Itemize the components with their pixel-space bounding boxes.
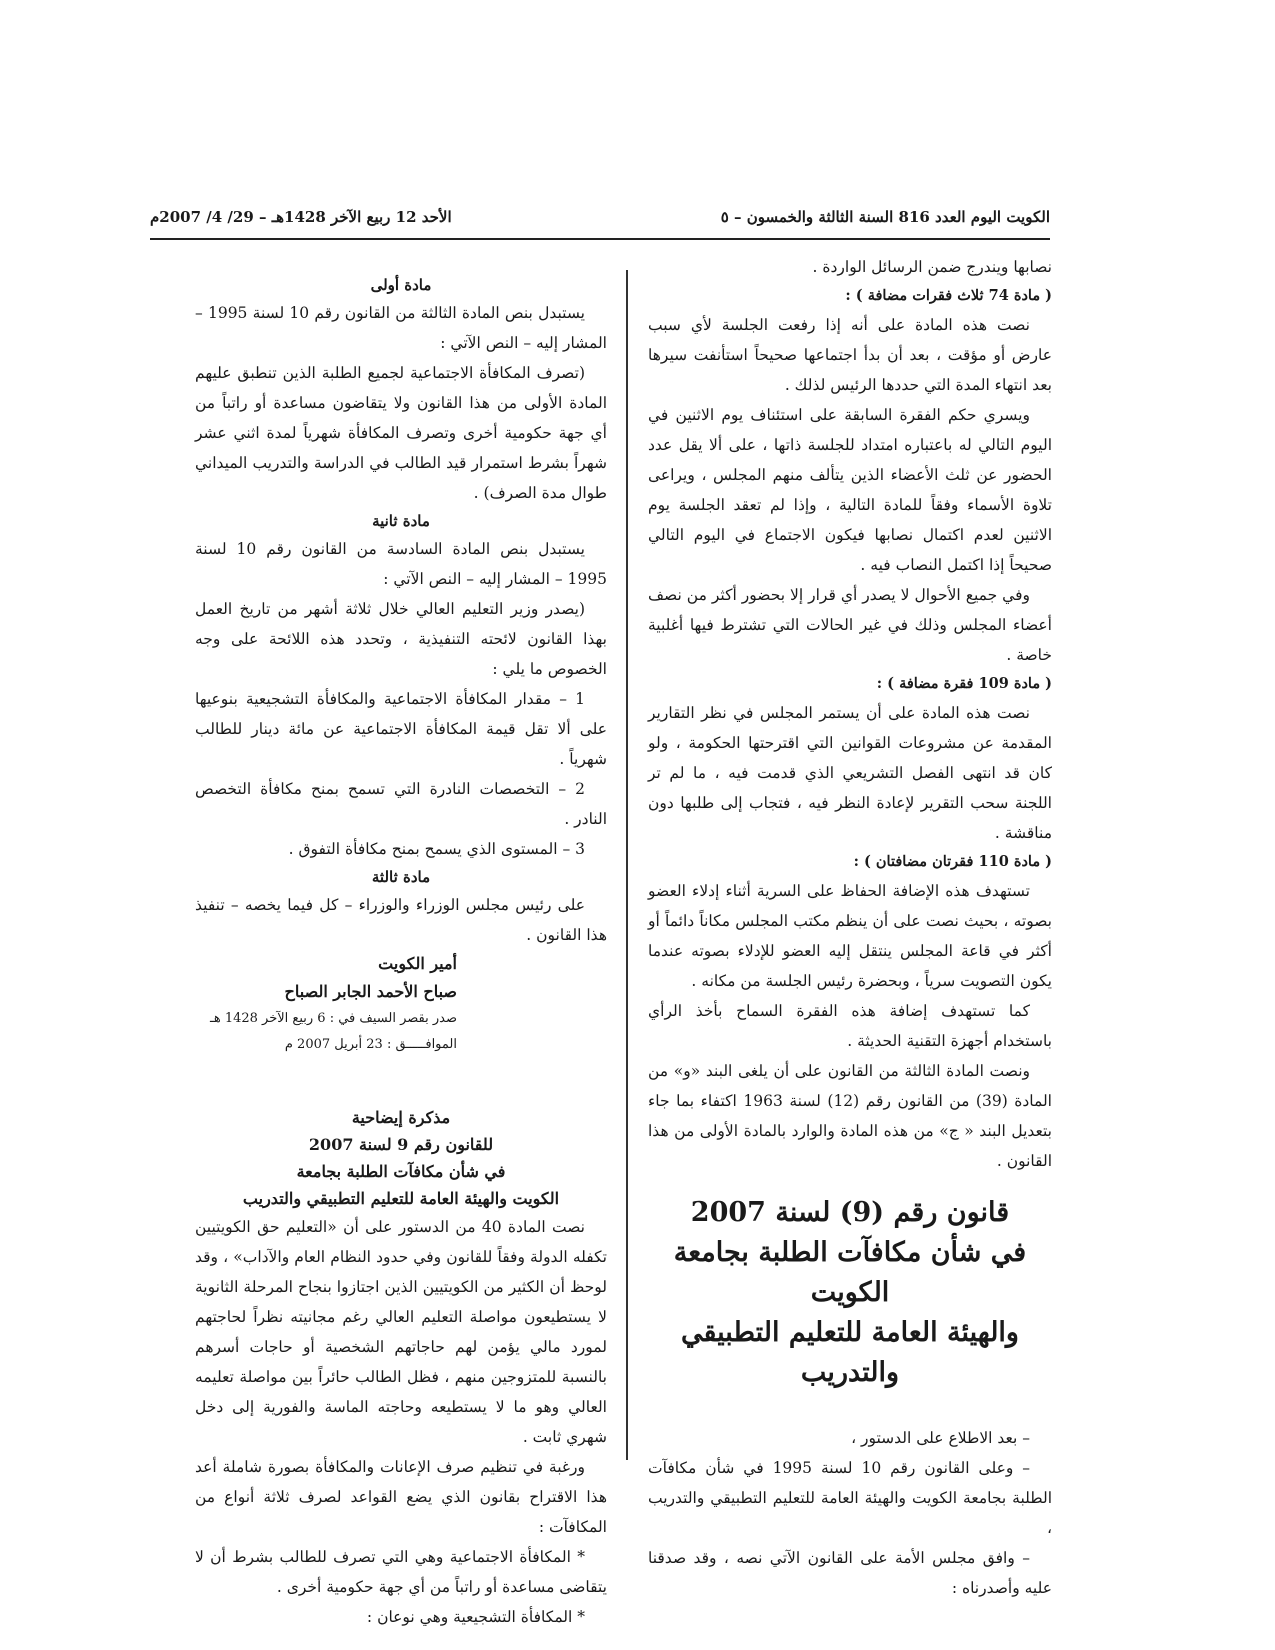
memo-title: في شأن مكافآت الطلبة بجامعة [296,1162,506,1181]
paragraph: على رئيس مجلس الوزراء والوزراء – كل فيما يخصه – تنفيذ هذا القانون . [195,896,607,944]
paragraph: نصت المادة 40 من الدستور على أن «التعليم حق الكويتيين تكفله الدولة وفقاً للقانون وفي حدود النظام العام والآداب» ، وقد لوحظ أن الكثير من الكويتيين الذين اجتازوا بنجاح المرحلة الثانوية لا يستطيعون مواصلة التعليم العالي رغم مجانيته نظراً لحاجتهم لمورد مالي يؤمن لهم حاجاتهم الشخصية أو حاجات أسرهم بالنسبة للمتزوجين منهم ، فظل الطالب حائراً بين مواصلة تعليمه العالي وهو ما لا يستطيعه وحاجته الماسة والفورية إلى دخل شهري ثابت . [195,1218,607,1446]
issue-place-date: صدر بقصر السيف في : 6 ربيع الآخر 1428 هـ [210,1011,457,1026]
signature-title: أمير الكويت [378,954,457,973]
issue-info: الكويت اليوم العدد 816 السنة الثالثة والخمسون – ٥ [720,208,1050,226]
list-item: 2 – التخصصات النادرة التي تسمح بمنح مكافأة التخصص النادر . [195,780,607,828]
signature-name: صباح الأحمد الجابر الصباح [284,982,457,1001]
paragraph: تستهدف هذه الإضافة الحفاظ على السرية أثناء إدلاء العضو بصوته ، بحيث نصت على أن ينظم مكتب المجلس مكاناً دائماً أو أكثر في قاعة المجلس ينتقل إليه العضو للإدلاء بصوته عندما يكون التصويت سرياً ، وبحضرة رئيس الجلسة من مكانه . [648,882,1052,990]
law-title: والهيئة العامة للتعليم التطبيقي والتدريب [681,1317,1019,1388]
left-column [195,272,607,1632]
paragraph: وفي جميع الأحوال لا يصدر أي قرار إلا بحضور أكثر من نصف أعضاء المجلس وذلك في غير الحالات التي تشترط فيها أغلبية خاصة . [648,586,1052,664]
article-2-heading: مادة ثانية [372,512,430,530]
paragraph: ونصت المادة الثالثة من القانون على أن يلغى البند «و» من المادة (39) من القانون رقم (12) لسنة 1963 اكتفاء بما جاء بتعديل البند « ج» من هذه المادة والوارد بالمادة الأولى من هذا القانون . [648,1062,1052,1170]
paragraph: ويسري حكم الفقرة السابقة على استئناف يوم الاثنين في اليوم التالي له باعتباره امتداد للجلسة ذاتها ، على ألا يقل عدد الحضور عن ثلث الأعضاء الذين يتألف منهم المجلس ، ويراعى تلاوة الأسماء وفقاً للمادة التالية ، وإذا لم تعقد الجلسة يوم الاثنين لعدم اكتمال نصابها فيكون الاجتماع في اليوم التالي صحيحاً إذا اكتمل النصاب فيه . [648,406,1052,574]
issue-date: الأحد 12 ربيع الآخر 1428هـ – 29/ 4/ 2007م [150,208,452,226]
memo-title: للقانون رقم 9 لسنة 2007 [308,1135,494,1154]
paragraph: يستبدل بنص المادة الثالثة من القانون رقم 10 لسنة 1995 – المشار إليه – النص الآتي : [195,304,607,352]
paragraph: نصابها ويندرج ضمن الرسائل الواردة . [812,258,1052,276]
preamble-line: – وعلى القانون رقم 10 لسنة 1995 في شأن مكافآت الطلبة بجامعة الكويت والهيئة العامة للتعليم التطبيقي والتدريب ، [648,1459,1052,1537]
page-header [150,208,1050,238]
bullet-item: * المكافأة التشجيعية وهي نوعان : [366,1608,585,1626]
law-title: في شأن مكافآت الطلبة بجامعة الكويت [673,1237,1027,1308]
preamble-line: – وافق مجلس الأمة على القانون الآتي نصه ، وقد صدقنا عليه وأصدرناه : [648,1549,1052,1597]
memo-title: الكويت والهيئة العامة للتعليم التطبيقي والتدريب [242,1189,560,1208]
paragraph: نصت هذه المادة على أنه إذا رفعت الجلسة لأي سبب عارض أو مؤقت ، بعد أن بدأ اجتماعها صحيحاً استأنفت سيرها بعد انتهاء المدة التي حددها الرئيس لذلك . [648,316,1052,394]
column-divider [626,270,628,1460]
article-1-heading: مادة أولى [370,276,432,294]
list-item: 1 – مقدار المكافأة الاجتماعية والمكافأة التشجيعية بنوعيها على ألا تقل قيمة المكافأة الاجتماعية عن مائة دينار للطالب شهرياً . [195,690,607,768]
article-109-heading: ( مادة 109 فقرة مضافة ) : [876,675,1052,692]
law-block [648,1193,1052,1603]
law-title: قانون رقم (9) لسنة 2007 [690,1197,1010,1228]
corresponding-date: الموافـــــق : 23 أبريل 2007 م [284,1037,457,1052]
right-column [648,252,1052,1176]
preamble-line: – بعد الاطلاع على الدستور ، [851,1429,1030,1447]
article-110-heading: ( مادة 110 فقرتان مضافتان ) : [853,853,1052,870]
paragraph: يستبدل بنص المادة السادسة من القانون رقم 10 لسنة 1995 – المشار إليه – النص الآتي : [195,540,607,588]
paragraph: ورغبة في تنظيم صرف الإعانات والمكافأة بصورة شاملة أعد هذا الاقتراح بقانون الذي يضع القواعد لصرف ثلاثة أنواع من المكافآت : [195,1458,607,1536]
header-rule [150,238,1050,240]
memo-title: مذكرة إيضاحية [351,1108,451,1127]
article-74-heading: ( مادة 74 ثلاث فقرات مضافة ) : [845,287,1052,304]
bullet-item: * المكافأة الاجتماعية وهي التي تصرف للطالب بشرط أن لا يتقاضى مساعدة أو راتباً من أي جهة حكومية أخرى . [195,1548,607,1596]
paragraph: (تصرف المكافأة الاجتماعية لجميع الطلبة الذين تنطبق عليهم المادة الأولى من هذا القانون ولا يتقاضون مساعدة أو راتباً من أي جهة حكومية أخرى وتصرف المكافأة شهرياً لمدة اثني عشر شهراً بشرط استمرار قيد الطالب في الدراسة والتدريب الميداني طوال مدة الصرف) . [195,364,607,502]
paragraph: (يصدر وزير التعليم العالي خلال ثلاثة أشهر من تاريخ العمل بهذا القانون لائحته التنفيذية ، وتحدد هذه اللائحة على وجه الخصوص ما يلي : [195,600,607,678]
paragraph: نصت هذه المادة على أن يستمر المجلس في نظر التقارير المقدمة عن مشروعات القوانين التي اقترحتها الحكومة ، ولو كان قد انتهى الفصل التشريعي الذي قدمت فيه ، ما لم تر اللجنة سحب التقرير لإعادة النظر فيه ، فتجاب إلى طلبها دون مناقشة . [648,704,1052,842]
list-item: 3 – المستوى الذي يسمح بمنح مكافأة التفوق . [288,840,585,858]
paragraph: كما تستهدف إضافة هذه الفقرة السماح بأخذ الرأي باستخدام أجهزة التقنية الحديثة . [648,1002,1052,1050]
article-3-heading: مادة ثالثة [371,868,431,886]
